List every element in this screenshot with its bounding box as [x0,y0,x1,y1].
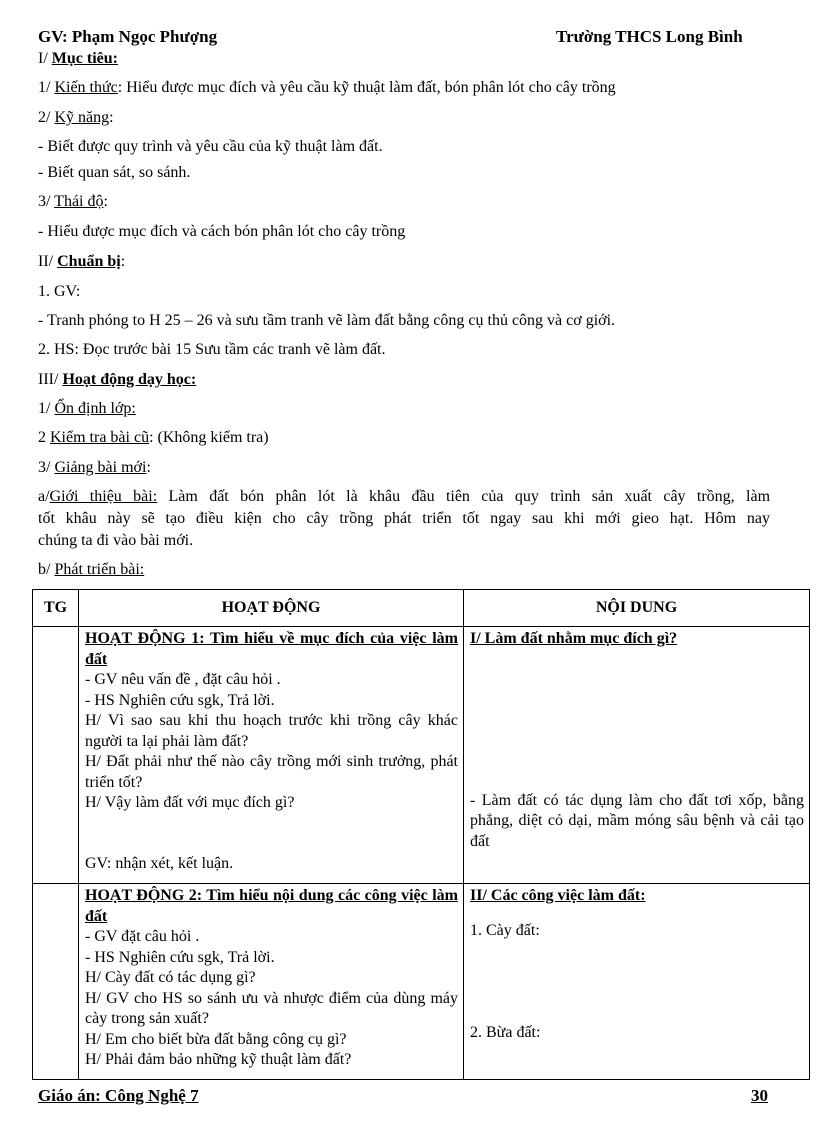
activity-line: H/ Em cho biết bừa đất bằng công cụ gì? [85,1030,347,1048]
attitude-num: 3/ [38,193,51,210]
skills-heading [38,109,114,127]
table-row [33,884,810,1080]
content-cell [464,627,810,884]
preparation-colon: : [120,253,126,270]
footer-label: Giáo án: Công Nghệ 7 [38,1086,199,1105]
attitude-heading [38,193,108,211]
check-label: Kiểm tra bài cũ [50,429,150,446]
attitude-label: Thái độ [54,193,104,210]
lesson-table [32,589,810,1080]
activity-1-title: HOẠT ĐỘNG 1: Tìm hiểu về mục đích của việc làm đất [85,630,458,668]
gv-item: - Tranh phóng to H 25 – 26 và sưu tầm tranh vẽ làm đất bằng công cụ thủ công và cơ giới. [38,312,616,329]
activity-cell [79,627,464,884]
develop-line [38,561,144,579]
skill-item: - Biết quan sát, so sánh. [38,164,191,181]
skill-item: - Biết được quy trình và yêu cầu của kỹ thuật làm đất. [38,138,383,155]
objectives-heading [38,50,118,68]
tg-cell [33,884,79,1080]
table-header-row [33,590,810,627]
check-line [38,429,269,447]
skills-num: 2/ [38,109,51,126]
intro-line-1 [38,488,770,506]
knowledge-label: Kiến thức [54,79,118,96]
activity-conclusion: GV: nhận xét, kết luận. [85,854,234,872]
knowledge-num: 1/ [38,79,51,96]
content-harrow: 2. Bừa đất: [470,1024,541,1041]
knowledge-text: : Hiểu được mục đích và yêu cầu kỹ thuật làm đất, bón phân lót cho cây trồng [117,79,616,96]
activities-title: Hoạt động dạy học: [62,371,197,388]
new-lesson-label: Giảng bài mới [54,459,147,476]
header-content: NỘI DUNG [464,590,810,627]
gv-label: 1. GV: [38,283,81,300]
skills-label: Kỹ năng [54,109,110,126]
intro-line-2: tốt khâu này sẽ tạo điều kiện cho cây trồng phát triển tốt ngay sau khi mới gieo hạt. Hôm nay [38,510,770,527]
activity-line: - HS Nghiên cứu sgk, Trả lời. [85,948,275,966]
attitude-item: - Hiểu được mục đích và cách bón phân lót cho cây trồng [38,223,406,240]
objectives-num: I/ [38,50,48,67]
header-activity: HOẠT ĐỘNG [79,590,464,627]
new-lesson-line [38,459,151,477]
content-1-text: - Làm đất có tác dụng làm cho đất tơi xốp, bằng phẳng, diệt cỏ dại, mầm móng sâu bệnh và cải tạo đất [470,791,804,850]
content-1-title: I/ Làm đất nhằm mục đích gì? [470,630,678,647]
school-name: Trường THCS Long Bình [556,27,743,46]
activities-heading [38,371,196,389]
preparation-num: II/ [38,253,54,270]
check-text: : (Không kiểm tra) [149,429,269,446]
check-num: 2 [38,429,46,446]
stabilize-line [38,400,136,418]
activity-line: H/ Vậy làm đất với mục đích gì? [85,794,295,811]
content-plow: 1. Cày đất: [470,921,540,939]
activity-cell [79,884,464,1080]
develop-label: Phát triển bài: [54,561,145,578]
activity-line: - HS Nghiên cứu sgk, Trả lời. [85,691,275,709]
preparation-title: Chuẩn bị [57,253,121,270]
activity-line: - GV nêu vấn đề , đặt câu hỏi . [85,671,281,688]
activity-line: H/ Cày đất có tác dụng gì? [85,969,256,986]
preparation-heading [38,253,125,271]
content-2-title: II/ Các công việc làm đất: [470,887,646,904]
new-lesson-num: 3/ [38,459,51,476]
knowledge-line [38,79,616,97]
intro-num: a/ [38,488,50,505]
activity-line: H/ Đất phải như thế nào cây trồng mới sinh trưởng, phát triển tốt? [85,753,458,791]
activity-line: - GV đặt câu hỏi . [85,928,200,945]
content-cell [464,884,810,1080]
new-lesson-colon: : [146,459,151,476]
intro-line-3: chúng ta đi vào bài mới. [38,532,194,549]
stabilize-num: 1/ [38,400,51,417]
objectives-title: Mục tiêu: [51,50,118,67]
activity-line: H/ GV cho HS so sánh ưu và nhược điểm của dùng máy cày trong sản xuất? [85,989,458,1027]
intro-text: Làm đất bón phân lót là khâu đầu tiên của quy trình sản xuất cây trồng, làm [168,488,771,505]
attitude-colon: : [103,193,108,210]
activity-2-title: HOẠT ĐỘNG 2: Tìm hiểu nội dung các công việc làm đất [85,887,458,925]
activity-line: H/ Vì sao sau khi thu hoạch trước khi trồng cây khác người ta lại phải làm đất? [85,712,458,750]
stabilize-label: Ổn định lớp: [54,400,136,417]
header-tg: TG [33,590,79,627]
skills-colon: : [109,109,114,126]
intro-label: Giới thiệu bài: [49,488,158,505]
activity-line: H/ Phải đảm bảo những kỹ thuật làm đất? [85,1051,352,1068]
hs-item: 2. HS: Đọc trước bài 15 Sưu tầm các tranh vẽ làm đất. [38,341,386,358]
teacher-name: GV: Phạm Ngọc Phượng [38,27,218,46]
develop-num: b/ [38,561,51,578]
table-row [33,627,810,884]
activities-num: III/ [38,371,59,388]
tg-cell [33,627,79,884]
page-number: 30 [751,1086,768,1105]
